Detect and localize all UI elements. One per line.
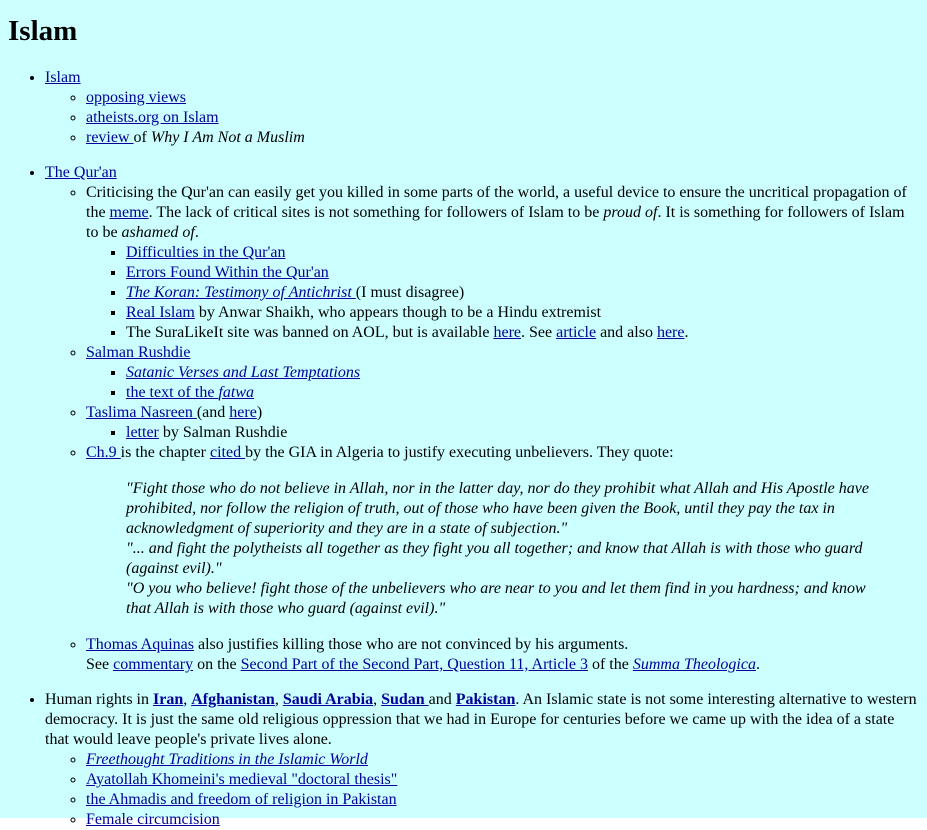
review-mid-text: of (133, 129, 151, 146)
suralikeit-article-link[interactable]: article (556, 324, 597, 341)
fatwa-link-text: the text of the (126, 384, 219, 401)
fatwa-link[interactable] (126, 384, 254, 401)
ashamed-of-italic: ashamed of (121, 224, 195, 241)
list-item-letter (126, 423, 919, 443)
afghanistan-link[interactable]: Afghanistan (191, 691, 275, 708)
meme-link[interactable]: meme (109, 204, 149, 221)
list-item-human-rights (45, 690, 919, 830)
list-item-review (86, 128, 919, 148)
aquinas-text-3: on the (193, 656, 241, 673)
aquinas-text-2: See (86, 656, 114, 673)
criticising-text-3: . It is something for followers of Islam to be (86, 204, 905, 241)
list-item-opposing-views (86, 88, 919, 108)
islam-link[interactable]: Islam (45, 69, 81, 86)
quote-line-1: "Fight those who do not believe in Allah, nor in the latter day, nor do they prohibit what Allah and His Apostle have prohibited, nor follow the religion of truth, out of those who have been given the Book, until they pay the tax in acknowledgment of superiority and they are in a state of subjection." (126, 480, 869, 537)
list-item-errors (126, 263, 919, 283)
criticising-text-2: . The lack of critical sites is not something for followers of Islam to be (148, 204, 604, 221)
freethought-link[interactable]: Freethought Traditions in the Islamic World (86, 751, 368, 768)
aquinas-text-5: . (755, 656, 760, 673)
human-rights-comma-3: , (373, 691, 382, 708)
aquinas-text-4: of the (587, 656, 633, 673)
taslima-nasreen-link[interactable]: Taslima Nasreen (86, 404, 197, 421)
satanic-verses-link[interactable]: Satanic Verses and Last Temptations (126, 364, 361, 381)
suralikeit-text-2: . See (521, 324, 557, 341)
review-link[interactable]: review (86, 129, 134, 146)
difficulties-link[interactable]: Difficulties in the Qur'an (126, 244, 286, 261)
commentary-link[interactable]: commentary (113, 656, 194, 673)
second-part-link[interactable]: Second Part of the Second Part, Question 11, Article 3 (240, 656, 588, 673)
ch9-link[interactable]: Ch.9 (86, 444, 121, 461)
real-islam-link[interactable]: Real Islam (126, 304, 195, 321)
human-rights-comma-1: , (183, 691, 192, 708)
taslima-text-1: (and (196, 404, 230, 421)
errors-link[interactable]: Errors Found Within the Qur'an (126, 264, 329, 281)
list-item-difficulties (126, 243, 919, 263)
list-item-fatwa (126, 383, 919, 403)
taslima-sublist (86, 423, 919, 443)
koran-testimony-after-text: (I must disagree) (355, 284, 465, 301)
real-islam-after-text: by Anwar Shaikh, who appears though to be a Hindu extremist (194, 304, 602, 321)
list-item-thomas-aquinas (86, 635, 919, 675)
taslima-text-2: ) (256, 404, 263, 421)
list-item-satanic-verses (126, 363, 919, 383)
fatwa-italic-text: fatwa (218, 384, 254, 401)
list-item-suralikeit (126, 323, 919, 343)
quran-criticism-sublist (86, 243, 919, 343)
list-item-salman-rushdie (86, 343, 919, 403)
thomas-aquinas-link[interactable]: Thomas Aquinas (86, 636, 194, 653)
letter-link[interactable]: letter (126, 424, 159, 441)
main-list (8, 68, 919, 830)
quote-line-3: "O you who believe! fight those of the unbelievers who are near to you and let them find in you hardness; and know that Allah is with those who guard (against evil)." (126, 580, 866, 617)
rushdie-sublist (86, 363, 919, 403)
atheists-org-link[interactable]: atheists.org on Islam (86, 109, 219, 126)
suralikeit-here-link-2[interactable]: here (656, 324, 685, 341)
criticising-text-4: . (194, 224, 199, 241)
ch9-text-2: by the GIA in Algeria to justify executing unbelievers. They quote: (245, 444, 674, 461)
list-item-real-islam (126, 303, 919, 323)
ahmadis-link[interactable]: the Ahmadis and freedom of religion in Pakistan (86, 791, 397, 808)
koran-testimony-link[interactable]: The Koran: Testimony of Antichrist (126, 284, 356, 301)
suralikeit-text-1: The SuraLikeIt site was banned on AOL, but is available (126, 324, 494, 341)
salman-rushdie-link[interactable]: Salman Rushdie (86, 344, 191, 361)
review-book-title: Why I Am Not a Muslim (150, 129, 305, 146)
cited-link[interactable]: cited (209, 444, 246, 461)
list-item-khomeini (86, 770, 919, 790)
opposing-views-link[interactable]: opposing views (86, 89, 186, 106)
human-rights-text-2: and (428, 691, 456, 708)
list-item-taslima-nasreen (86, 403, 919, 443)
proud-of-italic: proud of (603, 204, 658, 221)
aquinas-text-1: also justifies killing those who are not convinced by his arguments. (194, 636, 629, 653)
ch9-text-1: is the chapter (120, 444, 210, 461)
khomeini-link[interactable]: Ayatollah Khomeini's medieval "doctoral thesis" (86, 771, 398, 788)
sudan-link[interactable]: Sudan (381, 691, 429, 708)
quote-line-2: "... and fight the polytheists all together as they fight you all together; and know that Allah is with those who guard (against evil)." (126, 540, 863, 577)
list-item-islam (45, 68, 919, 148)
pakistan-link[interactable]: Pakistan (455, 691, 516, 708)
suralikeit-text-3: and also (596, 324, 657, 341)
human-rights-comma-2: , (274, 691, 283, 708)
list-item-atheists-org (86, 108, 919, 128)
iran-link[interactable]: Iran (153, 691, 184, 708)
list-item-ahmadis (86, 790, 919, 810)
quran-link[interactable]: The Qur'an (45, 164, 117, 181)
female-circumcision-link[interactable]: Female circumcision (86, 811, 220, 828)
list-item-female-circumcision (86, 810, 919, 830)
saudi-arabia-link[interactable]: Saudi Arabia (282, 691, 374, 708)
criticising-text-1: Criticising the Qur'an can easily get you killed in some parts of the world, a useful device to ensure the uncritical propagation of the (86, 184, 907, 221)
list-item-criticising (86, 183, 919, 343)
list-item-ch9 (86, 443, 919, 619)
quran-sublist (45, 183, 919, 675)
gia-quote-block (126, 479, 879, 619)
letter-after-text: by Salman Rushdie (158, 424, 288, 441)
list-item-koran-testimony (126, 283, 919, 303)
suralikeit-here-link-1[interactable]: here (493, 324, 521, 341)
islam-sublist (45, 88, 919, 148)
page-title: Islam (8, 15, 78, 47)
human-rights-sublist (45, 750, 919, 830)
taslima-here-link[interactable]: here (229, 404, 257, 421)
human-rights-text-1: Human rights in (45, 691, 153, 708)
list-item-freethought (86, 750, 919, 770)
list-item-quran (45, 163, 919, 675)
human-rights-text-3: . An Islamic state is not some interesting alternative to western democracy. It is just the same old religious oppression that we had in Europe for centuries before we came up with the idea of a state that would leave people's private lives alone. (45, 691, 917, 748)
suralikeit-text-4: . (684, 324, 689, 341)
summa-theologica-link[interactable]: Summa Theologica (632, 656, 756, 673)
